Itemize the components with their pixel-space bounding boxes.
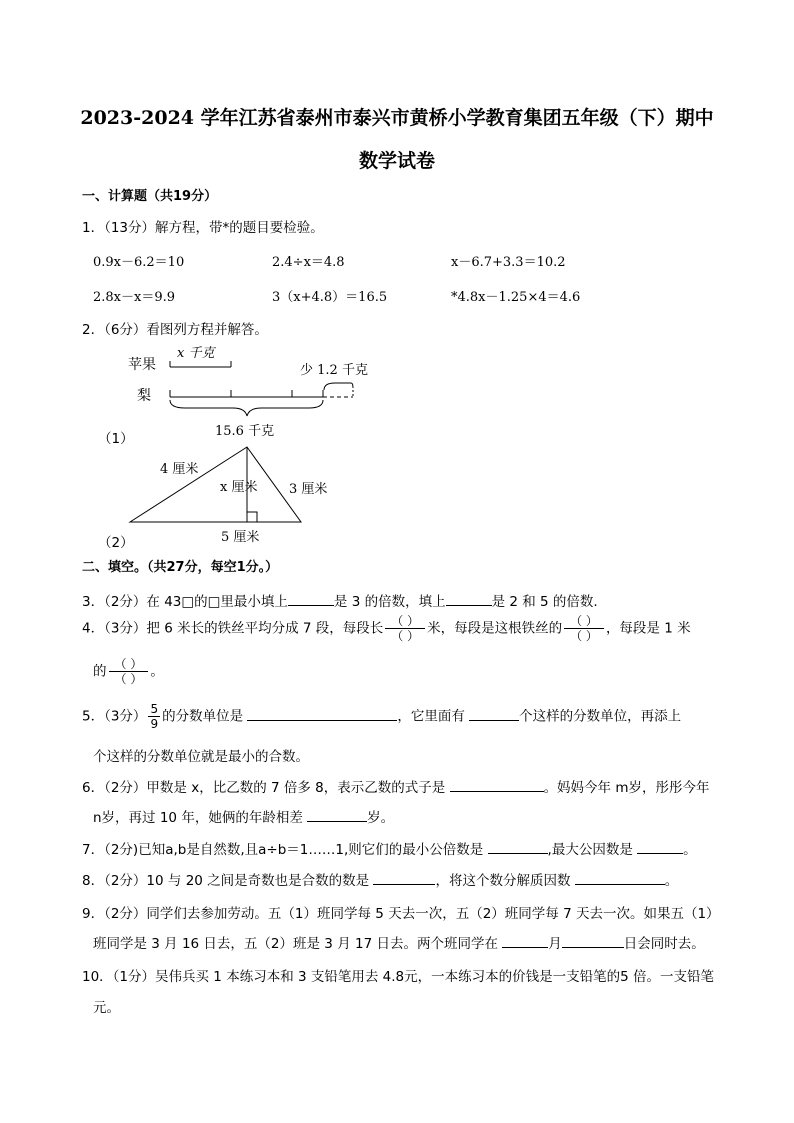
q3-blank-1[interactable] xyxy=(288,591,334,606)
equation-2: 2.4÷x＝4.8 xyxy=(272,255,345,270)
question-4: 4．（3分）把 6 米长的铁丝平均分成 7 段，每段长 $\frac{( )}{( )}$ 米，每段是这根铁丝的 $\frac{( )}{( )}$ ，每段是 1 米 xyxy=(82,614,691,643)
less-label: 少 1.2 千克 xyxy=(300,363,368,378)
section-2-heading: 二、填空。（共27分，每空1分。） xyxy=(82,560,279,575)
section-1-heading: 一、计算题（共19分） xyxy=(82,189,218,204)
x-kg-label: x 千克 xyxy=(177,346,215,361)
right-side-label: 3 厘米 xyxy=(289,482,328,497)
total-label: 15.6 千克 xyxy=(215,424,275,439)
question-4-cont: 的 $\frac{( )}{( )}$ 。 xyxy=(93,657,164,686)
equation-1: 0.9x－6.2＝10 xyxy=(93,255,185,270)
equation-6: *4.8x－1.25×4＝4.6 xyxy=(451,290,581,305)
question-2-stem: 2．（6分）看图列方程并解答。 xyxy=(82,322,268,338)
q9-blank-day[interactable] xyxy=(562,933,624,948)
q4-fraction-blank-2[interactable]: $\frac{( )}{( )}$ xyxy=(564,614,604,643)
question-3: 3．（2分）在 43□的□里最小填上 是 3 的倍数，填上 是 2 和 5 的倍数. xyxy=(82,590,598,610)
q3-blank-2[interactable] xyxy=(446,591,492,606)
q6-blank-2[interactable] xyxy=(307,807,367,822)
height-label: x 厘米 xyxy=(220,480,258,495)
equation-3: x－6.7+3.3＝10.2 xyxy=(451,255,566,270)
total-brace xyxy=(170,400,323,416)
equation-5: 3（x+4.8）＝16.5 xyxy=(272,290,388,305)
q6-blank-1[interactable] xyxy=(450,777,544,792)
question-1-stem: 1．（13分）解方程，带*的题目要检验。 xyxy=(82,220,324,236)
q8-blank-1[interactable] xyxy=(373,870,435,885)
question-9: 9．（2分）同学们去参加劳动。五（1）班同学每 5 天去一次，五（2）班同学每 7 天去一次。如果五（1） xyxy=(82,906,720,922)
question-7: 7．（2分)已知a,b是自然数,且a÷b＝1……1,则它们的最小公倍数是 ,最大公因数是 。 xyxy=(82,838,697,858)
figure-2-label: （2） xyxy=(98,535,134,551)
question-8: 8．（2分）10 与 20 之间是奇数也是合数的数是 ，将这个数分解质因数 。 xyxy=(82,869,678,889)
triangle xyxy=(130,447,301,522)
less-brace xyxy=(324,383,353,390)
question-10: 10．（1分）吴伟兵买 1 本练习本和 3 支铅笔用去 4.8元，一本练习本的价钱是一支铅笔的5 倍。一支铅笔 xyxy=(82,969,715,985)
page-title: 2023-2024 学年江苏省泰州市泰兴市黄桥小学教育集团五年级（下）期中 xyxy=(80,107,714,129)
apple-label: 苹果 xyxy=(128,357,156,373)
segment-diagram xyxy=(95,340,395,440)
right-angle-mark xyxy=(247,512,257,522)
q4-fraction-blank-3[interactable]: $\frac{( )}{( )}$ xyxy=(109,657,149,686)
q5-blank-2[interactable] xyxy=(469,706,519,721)
q5-blank-1[interactable] xyxy=(247,706,397,721)
q9-blank-month[interactable] xyxy=(502,933,548,948)
question-5: 5．（3分） $\frac{5}{9}$ 的分数单位是 ，它里面有 个这样的分数单位，再添上 xyxy=(82,702,682,731)
q8-blank-2[interactable] xyxy=(575,870,665,885)
q4-fraction-blank-1[interactable]: $\frac{( )}{( )}$ xyxy=(385,614,425,643)
question-6: 6．（2分）甲数是 x，比乙数的 7 倍多 8，表示乙数的式子是 。妈妈今年 m岁，彤彤今年 xyxy=(82,776,710,796)
question-9-cont: 班同学是 3 月 16 日去，五（2）班是 3 月 17 日去。两个班同学在 月 日会同时去。 xyxy=(93,932,705,952)
five-ninths-fraction: $\frac{5}{9}$ xyxy=(150,702,159,731)
page-subtitle: 数学试卷 xyxy=(358,150,435,172)
question-10-cont: 元。 xyxy=(93,1000,120,1016)
left-side-label: 4 厘米 xyxy=(160,462,199,477)
q7-blank-2[interactable] xyxy=(637,839,683,854)
question-5-cont: 个这样的分数单位就是最小的合数。 xyxy=(93,749,309,765)
pear-label: 梨 xyxy=(137,388,151,404)
question-6-cont: n岁，再过 10 年，她俩的年龄相差 岁。 xyxy=(93,806,394,826)
figure-1-label: （1） xyxy=(98,431,134,447)
equation-4: 2.8x－x＝9.9 xyxy=(93,290,176,305)
triangle-diagram xyxy=(95,440,355,546)
base-label: 5 厘米 xyxy=(221,530,260,545)
q7-blank-1[interactable] xyxy=(488,839,548,854)
